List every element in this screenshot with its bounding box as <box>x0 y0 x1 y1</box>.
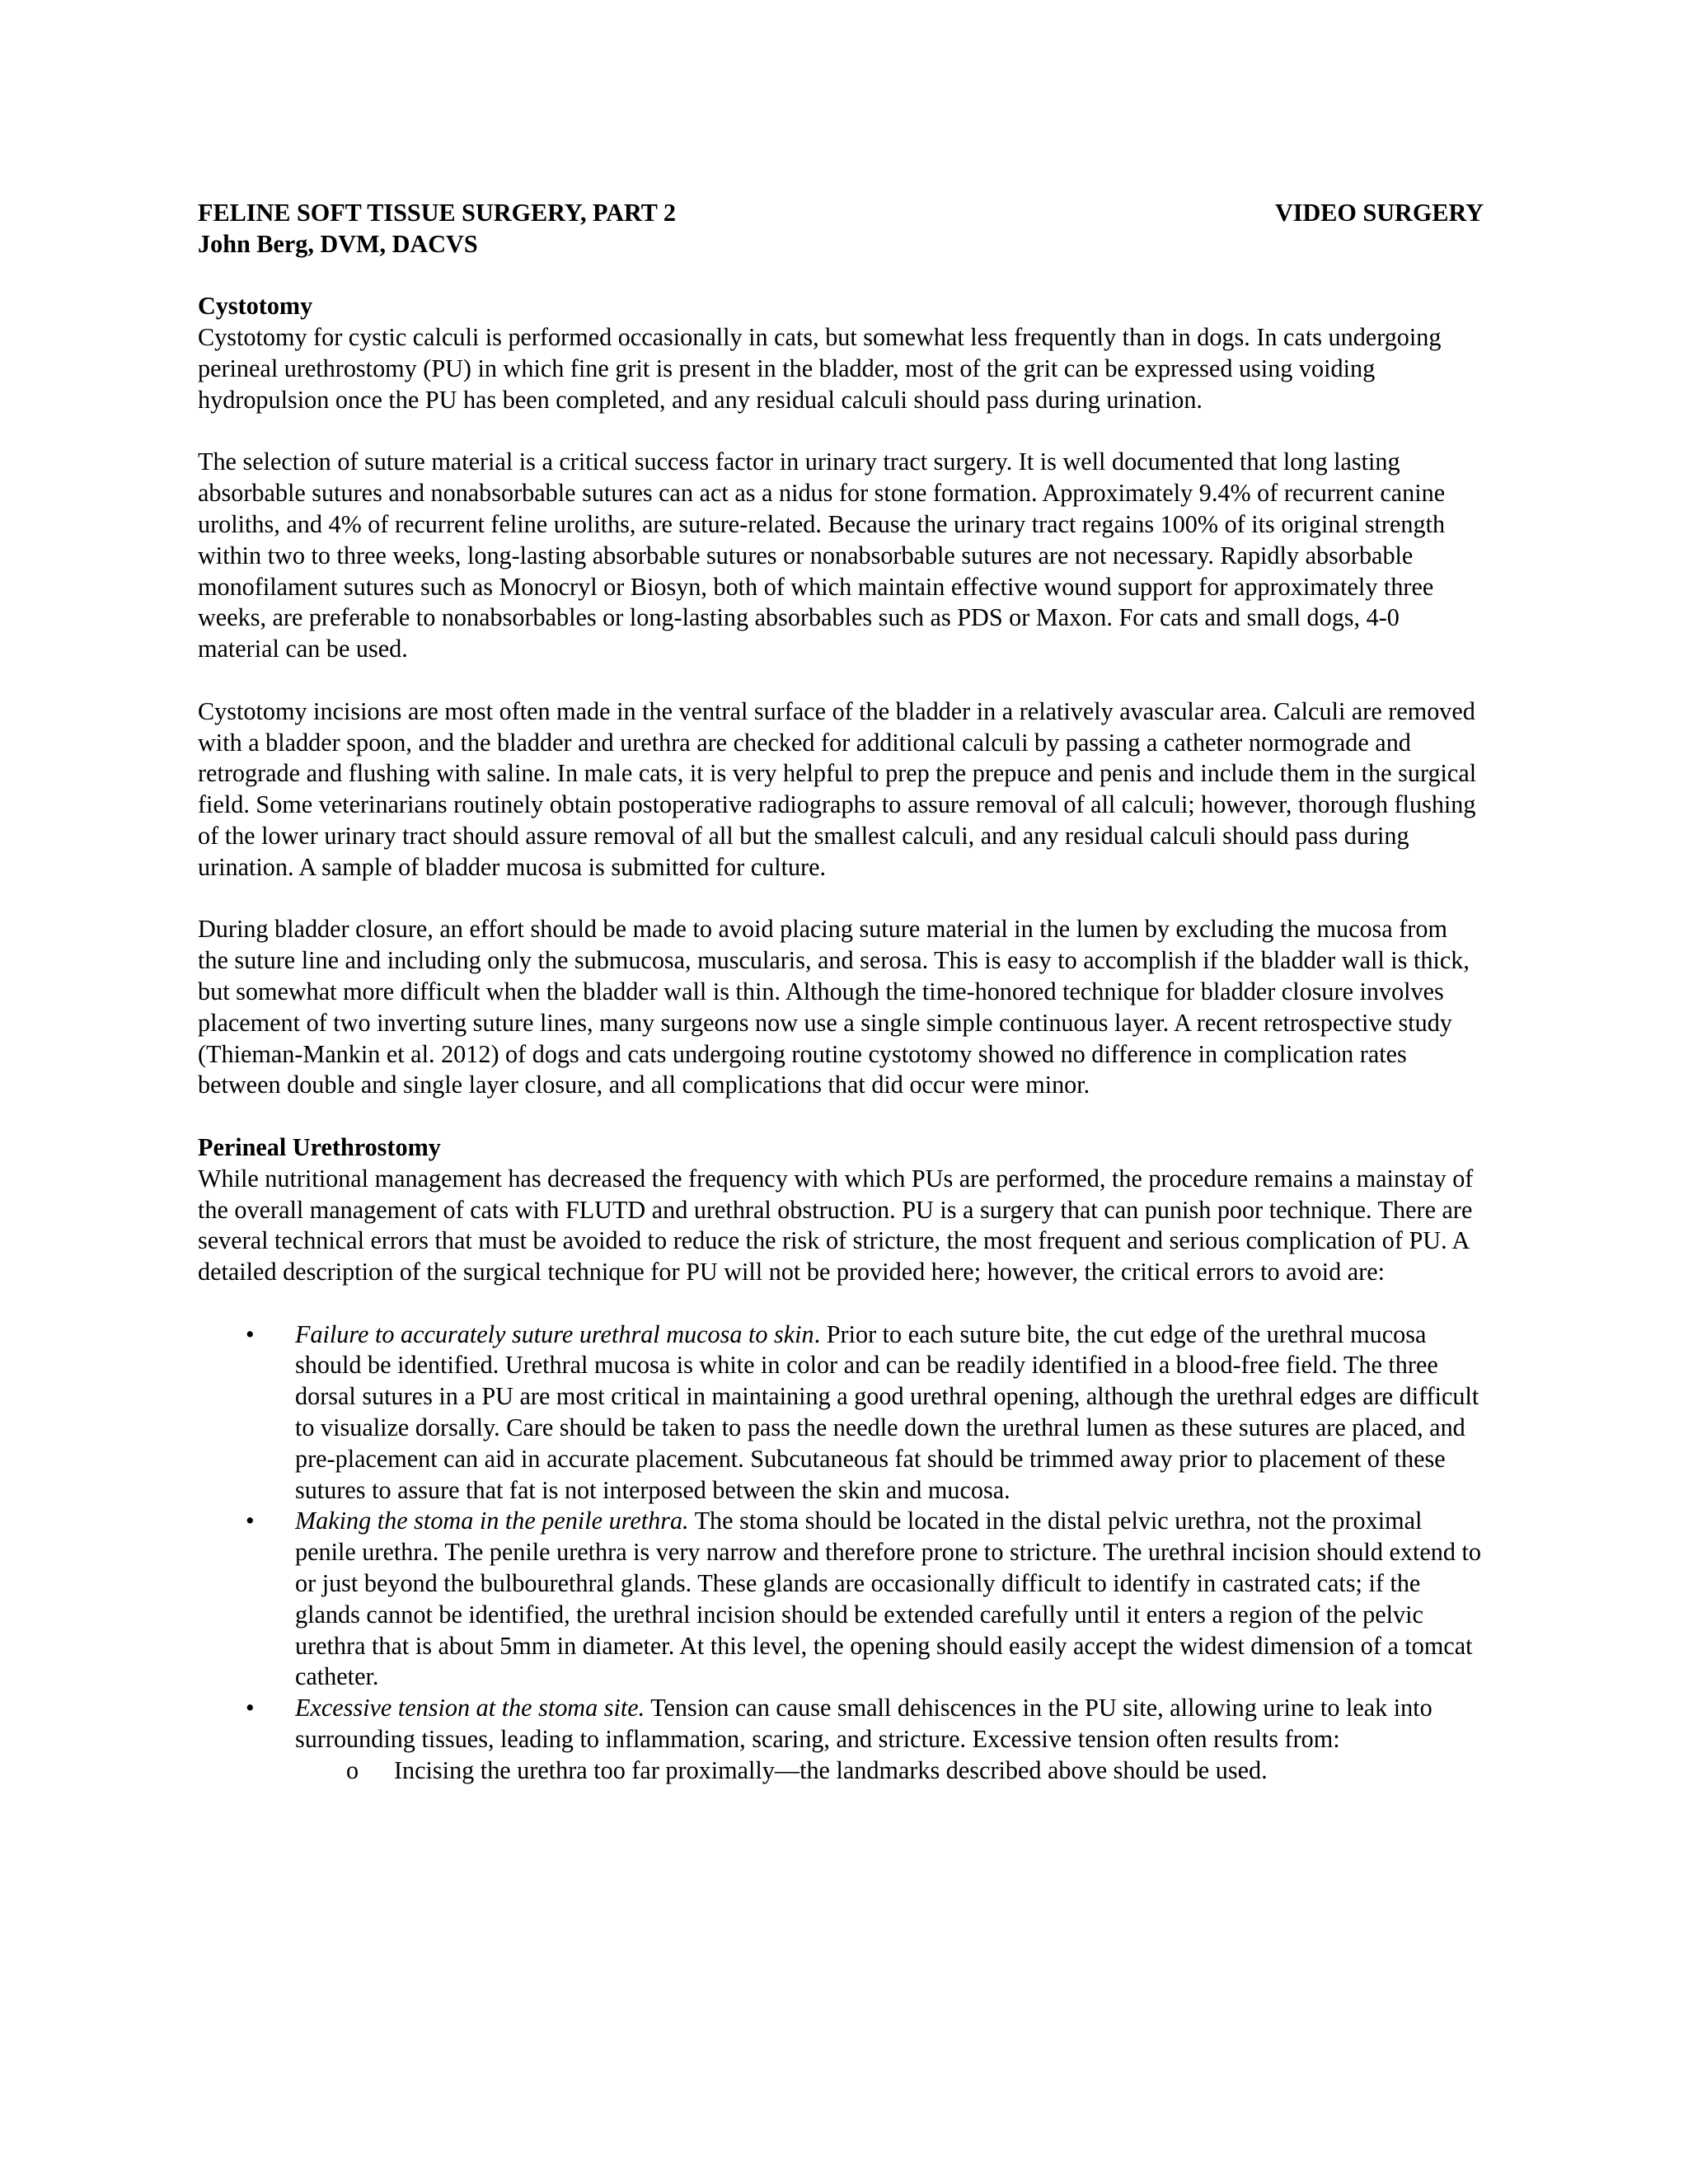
list-item-text: The stoma should be located in the distal pelvic urethra, not the proximal penile urethra. The penile urethra is very narrow and therefore prone to stricture. The urethral incision should extend to or just beyond the bulbourethral glands. These glands are occasionally difficult to identify in castrated cats; if the glands cannot be identified, the urethral incision should be extended carefully until it enters a region of the pelvic urethra that is about 5mm in diameter. At this level, the opening should easily accept the widest dimension of a tomcat catheter. <box>295 1507 1481 1691</box>
paragraph: Cystotomy incisions are most often made in the ventral surface of the bladder in a relatively avascular area. Calculi are removed with a bladder spoon, and the bladder and urethra are checked for additional calculi by passing a catheter normograde and retrograde and flushing with saline. In male cats, it is very helpful to prep the prepuce and penis and include them in the surgical field. Some veterinarians routinely obtain postoperative radiographs to assure removal of all calculi; however, thorough flushing of the lower urinary tract should assure removal of all but the smallest calculi, and any residual calculi should pass during urination. A sample of bladder mucosa is submitted for culture. <box>198 696 1477 881</box>
sub-list-item-text: Incising the urethra too far proximally—the landmarks described above should be used. <box>394 1755 1268 1784</box>
paragraph: While nutritional management has decreased the frequency with which PUs are performed, the procedure remains a mainstay of the overall management of cats with FLUTD and urethral obstruction. PU is a surgery that can punish poor technique. There are several technical errors that must be avoided to reduce the risk of stricture, the most frequent and serious complication of PU. A detailed description of the surgical technique for PU will not be provided here; however, the critical errors to avoid are: <box>198 1164 1474 1286</box>
section-heading-cystotomy: Cystotomy <box>198 292 313 321</box>
list-item-title: Failure to accurately suture urethral mucosa to skin <box>295 1319 814 1348</box>
sub-list <box>295 1755 1484 1787</box>
list-item-title: Making the stoma in the penile urethra. <box>295 1507 689 1535</box>
bullet-icon: • <box>246 1507 255 1535</box>
bullet-icon: • <box>246 1319 255 1348</box>
document-title: FELINE SOFT TISSUE SURGERY, PART 2 <box>198 199 677 227</box>
document-category: VIDEO SURGERY <box>1274 199 1484 227</box>
document-author: John Berg, DVM, DACVS <box>198 229 478 258</box>
document-header <box>198 198 1484 229</box>
document-page <box>198 198 1484 1787</box>
sub-list-item <box>295 1755 1484 1787</box>
list-item <box>198 1506 1484 1693</box>
list-item-text: Tension can cause small dehiscences in the PU site, allowing urine to leak into surrounding tissues, leading to inflammation, scaring, and stricture. Excessive tension often results from: <box>295 1694 1432 1754</box>
list-item <box>198 1693 1484 1786</box>
list-item-title: Excessive tension at the stoma site. <box>295 1694 645 1722</box>
paragraph: Cystotomy for cystic calculi is performed occasionally in cats, but somewhat less frequently than in dogs. In cats undergoing perineal urethrostomy (PU) in which fine grit is present in the bladder, most of the grit can be expressed using voiding hydropulsion once the PU has been completed, and any residual calculi should pass during urination. <box>198 323 1442 414</box>
paragraph: During bladder closure, an effort should be made to avoid placing suture material in the lumen by excluding the mucosa from the suture line and including only the submucosa, muscularis, and serosa. This is easy to accomplish if the bladder wall is thick, but somewhat more difficult when the bladder wall is thin. Although the time-honored technique for bladder closure involves placement of two inverting suture lines, many surgeons now use a single simple continuous layer. A recent retrospective study (Thieman-Mankin et al. 2012) of dogs and cats undergoing routine cystotomy showed no difference in complication rates between double and single layer closure, and all complications that did occur were minor. <box>198 915 1470 1099</box>
critical-errors-list <box>198 1319 1484 1787</box>
section-heading-perineal-urethrostomy: Perineal Urethrostomy <box>198 1132 441 1161</box>
sub-bullet-icon: o <box>346 1755 359 1784</box>
paragraph: The selection of suture material is a critical success factor in urinary tract surgery. It is well documented that long lasting absorbable sutures and nonabsorbable sutures can act as a nidus for stone formation. Approximately 9.4% of recurrent canine uroliths, and 4% of recurrent feline uroliths, are suture-related. Because the urinary tract regains 100% of its original strength within two to three weeks, long-lasting absorbable sutures or nonabsorbable sutures are not necessary. Rapidly absorbable monofilament sutures such as Monocryl or Biosyn, both of which maintain effective wound support for approximately three weeks, are preferable to nonabsorbables or long-lasting absorbables such as PDS or Maxon. For cats and small dogs, 4-0 material can be used. <box>198 448 1446 663</box>
bullet-icon: • <box>246 1694 255 1722</box>
list-item-text: . Prior to each suture bite, the cut edge of the urethral mucosa should be identified. Urethral mucosa is white in color and can be readily identified in a blood-free field. The three dorsal sutures in a PU are most critical in maintaining a good urethral opening, although the urethral edges are difficult to visualize dorsally. Care should be taken to pass the needle down the urethral lumen as these sutures are placed, and pre-placement can aid in accurate placement. Subcutaneous fat should be trimmed away prior to placement of these sutures to assure that fat is not interposed between the skin and mucosa. <box>295 1319 1479 1504</box>
list-item <box>198 1319 1484 1507</box>
